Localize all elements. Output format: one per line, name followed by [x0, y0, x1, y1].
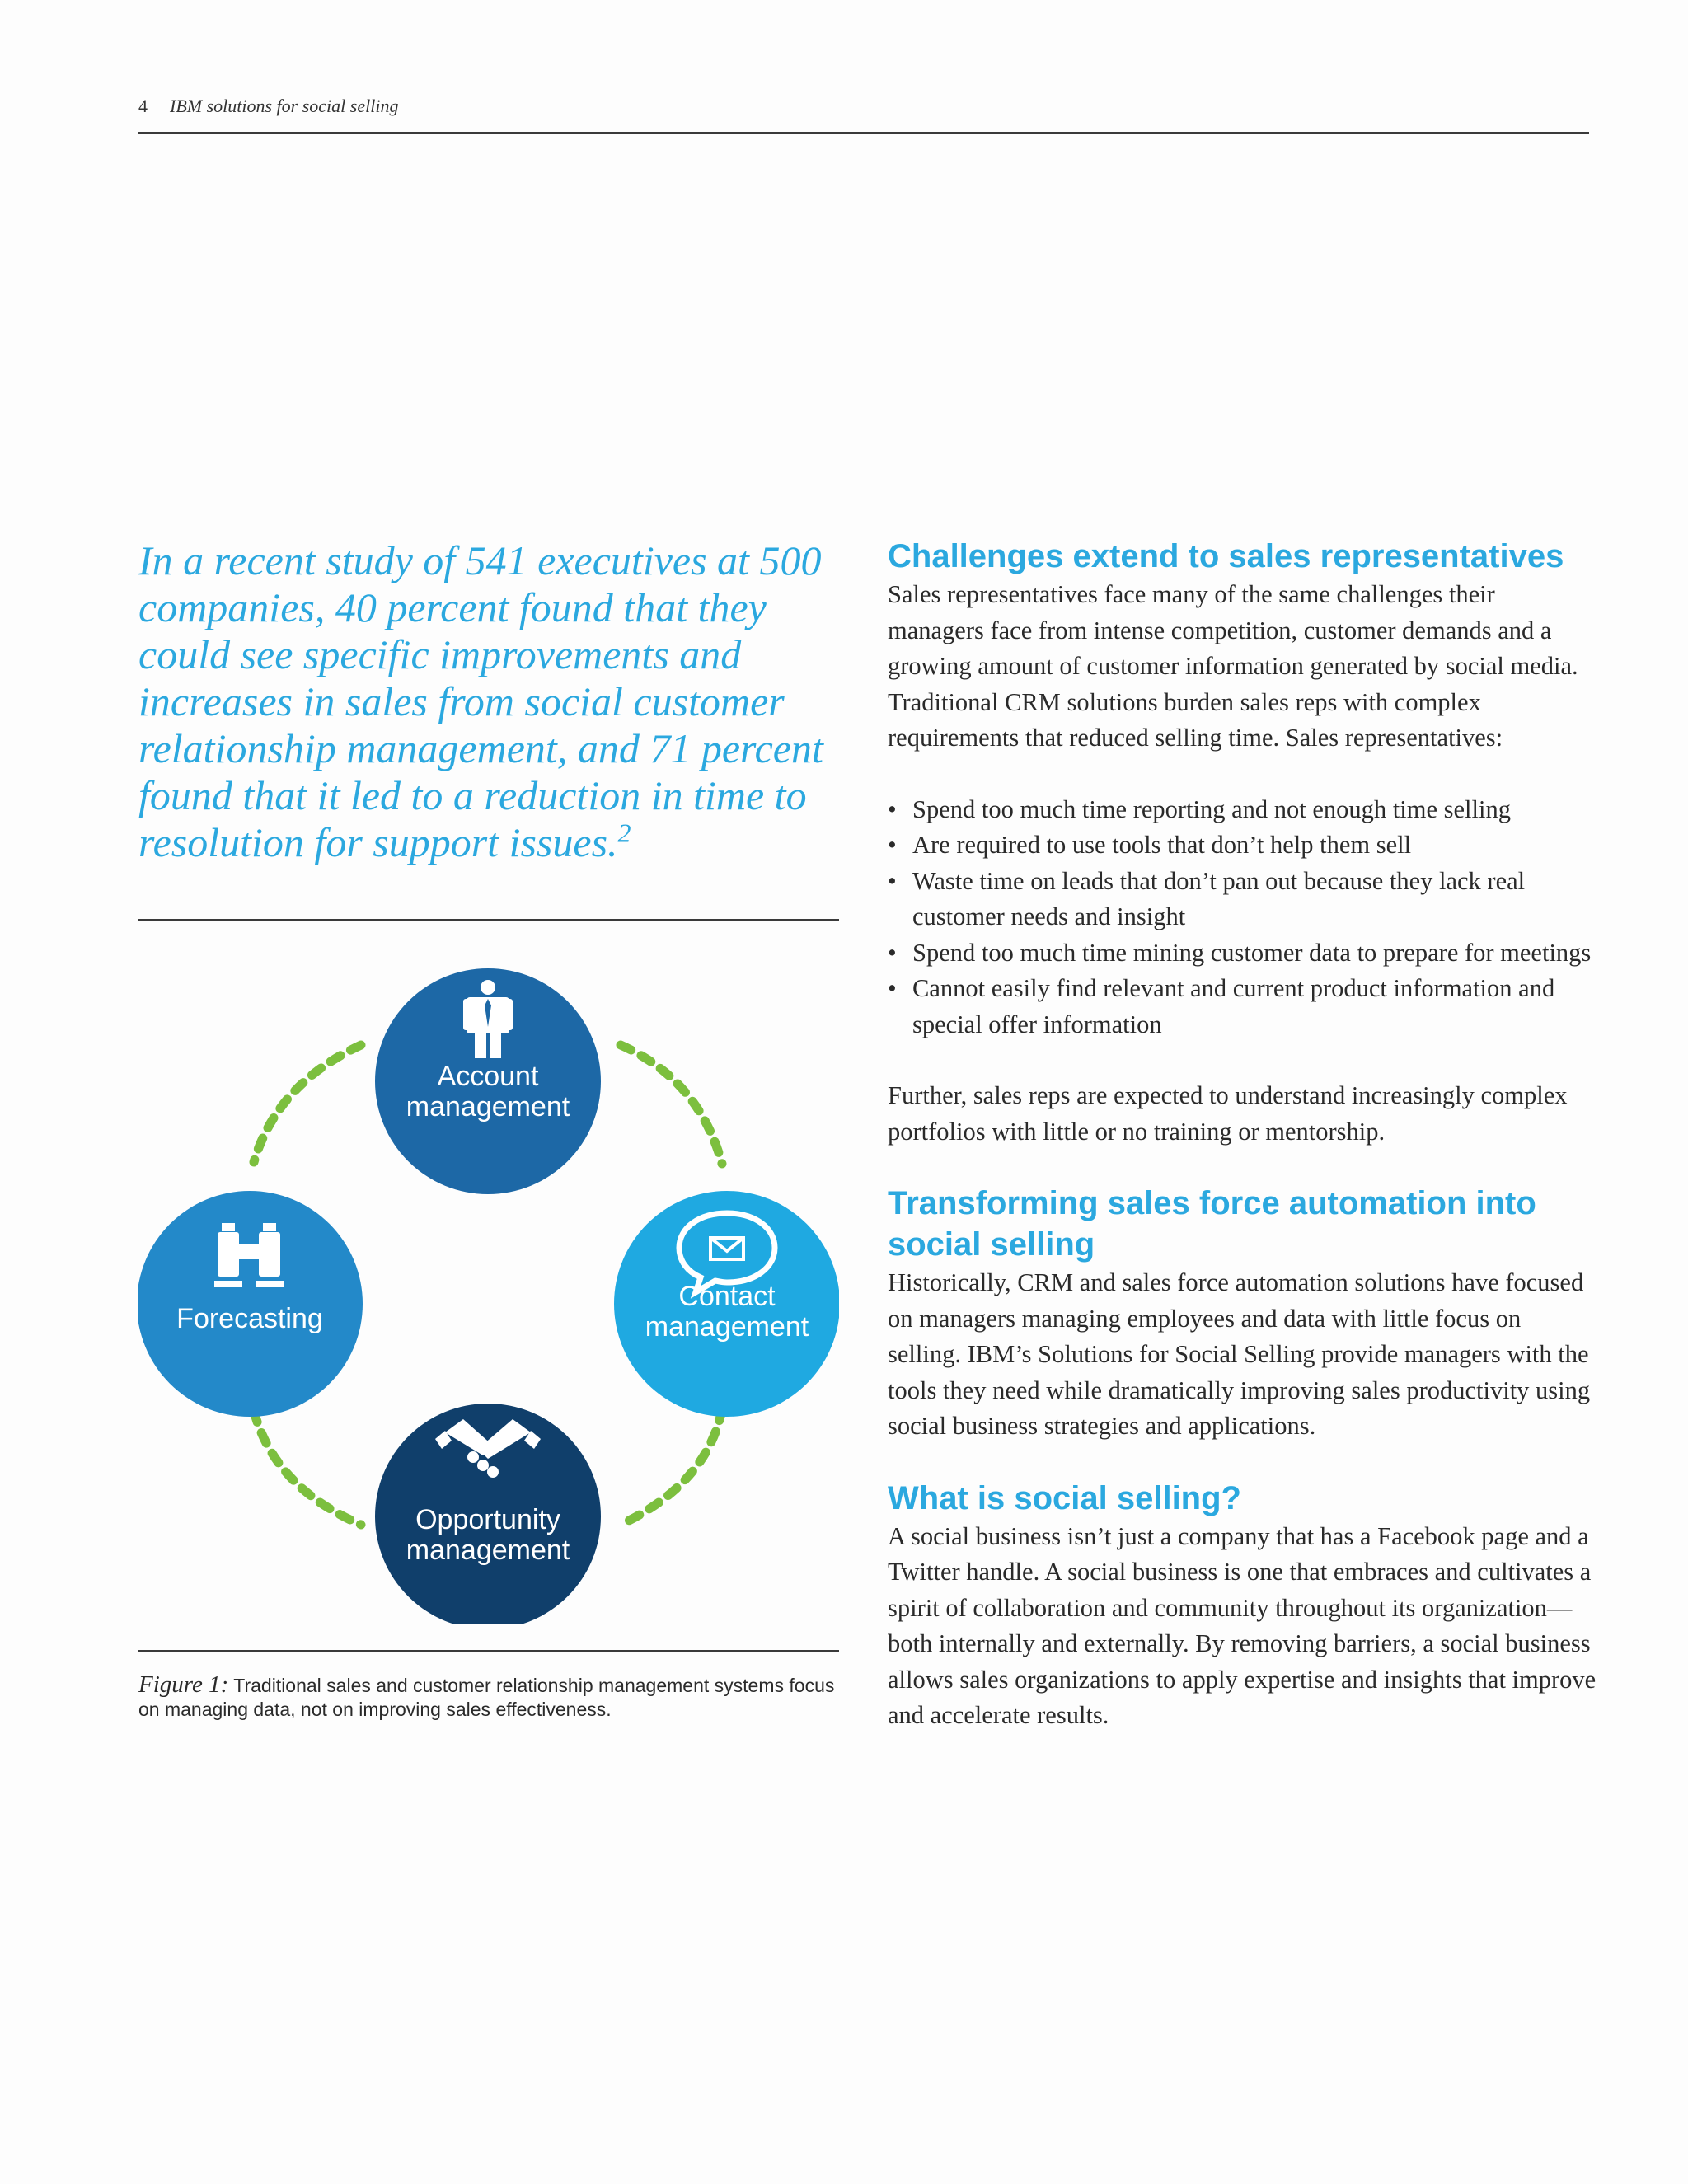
opportunity-management-label	[373, 1505, 603, 1566]
figure-caption	[138, 1673, 839, 1722]
divider	[138, 1650, 839, 1652]
contact-label-line1: Contact	[678, 1281, 776, 1312]
footnote-marker: 2	[617, 818, 631, 848]
connector-account-forecasting	[254, 1045, 361, 1162]
heading-transforming: Transforming sales force automation into social selling	[888, 1185, 1536, 1263]
forecasting-label	[134, 1304, 365, 1334]
page-number: 4	[138, 96, 148, 116]
challenges-intro: Sales representatives face many of the same challenges their managers face from intense competition, customer demands and a growing amount of customer information generated by social media. Traditional CRM solutions burden sales reps with complex requirements that reduced selling time. Sales representatives:	[888, 580, 1578, 752]
what-is-body: A social business isn’t just a company that has a Facebook page and a Twitter handle. A social business is one that embraces and cultivates a spirit of collaboration and community throughout its organization—both internally and externally. By removing barriers, a social business allows sales organizations to apply expertise and insights that improve and accelerate results.	[888, 1521, 1597, 1729]
transforming-body: Historically, CRM and sales force automation solutions have focused on managers managing employees and data with little focus on selling. IBM’s Solutions for Social Selling provide managers with the tools they need while dramatically improving sales productivity using social business strategies and applications.	[888, 1268, 1591, 1440]
account-label-line1: Account	[437, 1061, 539, 1092]
heading-what-is-social-selling: What is social selling?	[888, 1479, 1241, 1516]
account-management-label	[373, 1062, 603, 1122]
list-item: • Waste time on leads that don’t pan out because they lack real customer needs and insight	[888, 864, 1597, 935]
right-column	[888, 536, 1597, 1734]
caption-lead: Figure 1:	[138, 1671, 229, 1698]
opportunity-label-line2: management	[406, 1535, 570, 1566]
contact-management-label	[612, 1282, 842, 1343]
caption-text: Traditional sales and customer relationship management systems focus on managing data, not on improving sales effectiveness.	[138, 1675, 835, 1720]
figure-diagram	[138, 948, 839, 1624]
connector-contact-opportunity	[621, 1409, 722, 1525]
account-label-line2: management	[406, 1091, 570, 1122]
forecasting-label-line1: Forecasting	[176, 1303, 323, 1334]
connector-forecasting-opportunity	[254, 1411, 361, 1525]
challenges-bullet-list	[888, 792, 1597, 1043]
heading-challenges: Challenges extend to sales representatives	[888, 538, 1564, 574]
page-header	[138, 92, 1589, 134]
pull-quote-text: In a recent study of 541 executives at 500 companies, 40 percent found that they could see specific improvements and increases in sales from social customer relationship management, and 71 percent found that it led to a reduction in time to resolution for support issues.	[138, 537, 823, 865]
list-item: • Spend too much time reporting and not enough time selling	[888, 792, 1597, 828]
pull-quote	[138, 537, 847, 866]
divider	[138, 919, 839, 921]
contact-label-line2: management	[645, 1311, 809, 1343]
list-item: • Cannot easily find relevant and current product information and special offer information	[888, 971, 1597, 1043]
list-item: • Are required to use tools that don’t help them sell	[888, 827, 1597, 864]
opportunity-label-line1: Opportunity	[415, 1504, 560, 1535]
connector-account-contact	[621, 1045, 722, 1164]
running-title: IBM solutions for social selling	[170, 96, 399, 116]
challenges-closing: Further, sales reps are expected to understand increasingly complex portfolios with little or no training or mentorship.	[888, 1081, 1568, 1146]
list-item: • Spend too much time mining customer data to prepare for meetings	[888, 935, 1597, 972]
